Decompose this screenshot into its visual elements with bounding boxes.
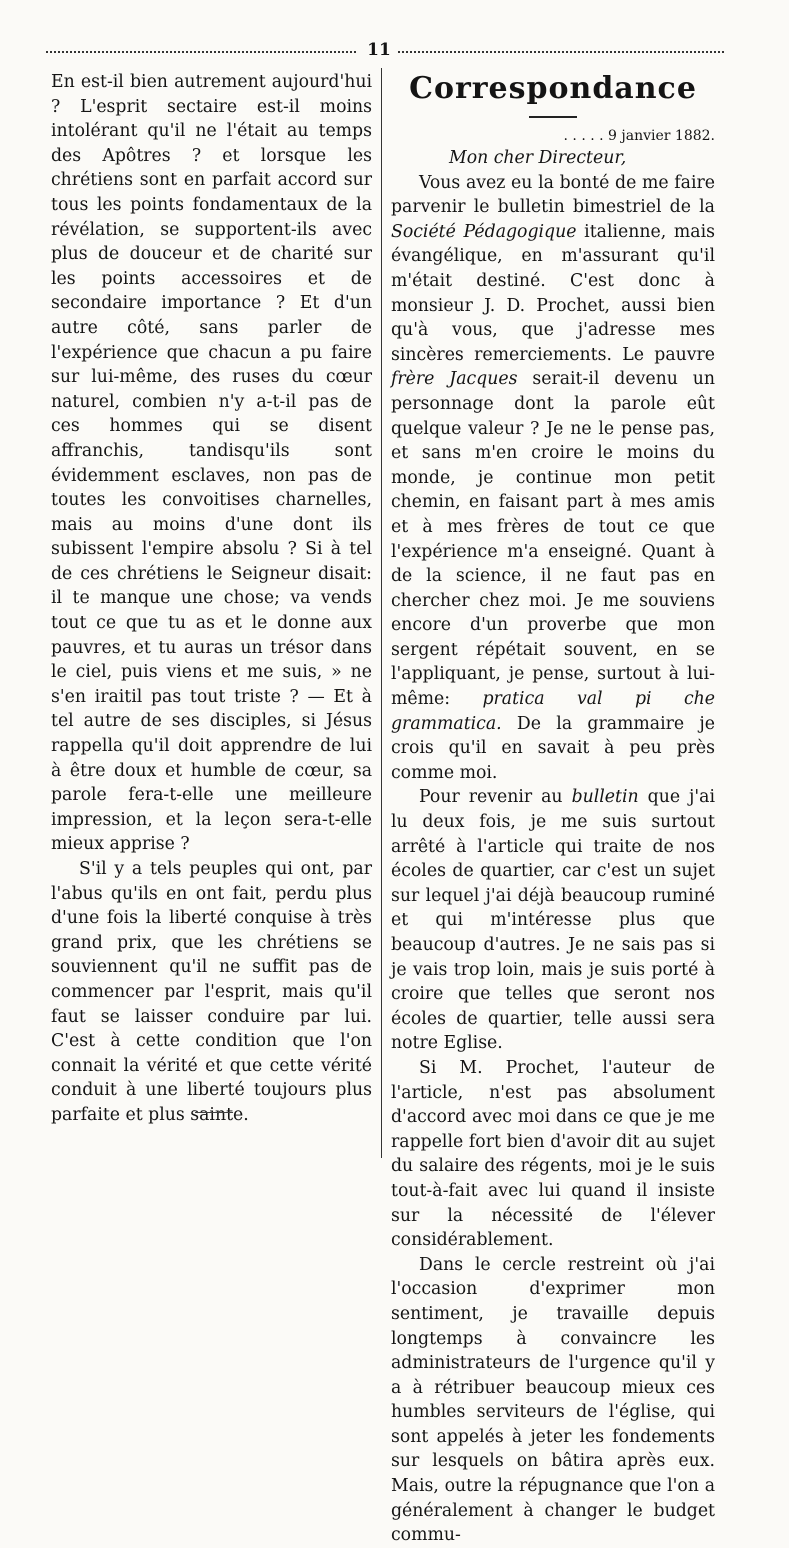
header-ornament-left bbox=[46, 51, 356, 53]
right-paragraph-2 bbox=[391, 785, 715, 1056]
p2-text-c: que j'ai lu deux fois, je me suis surtout arrêté à l'article qui traite de nos écoles de quartier, car c'est un sujet sur lequel j'ai déjà beaucoup ruminé et qui m'intéresse plus que beaucoup d'autres. Je ne sais pas si je vais trop loin, mais je suis porté à croire que telles que seront nos écoles de quartier, telle aussi sera notre Eglise. bbox=[391, 787, 715, 1054]
p1-text-g: De la grammaire je crois qu'il en savait à peu près comme moi. bbox=[391, 713, 715, 783]
p2-text-a: Pour revenir au bbox=[419, 787, 572, 808]
article-end-rule bbox=[195, 1112, 233, 1113]
right-paragraph-4: Dans le cercle restreint où j'ai l'occasion d'exprimer mon sentiment, je travaille depuis longtemps à convaincre les administrateurs de l'urgence qu'il y a à rétribuer beaucoup mieux ces humbles serviteurs de l'église, qui sont appelés à jeter les fondements sur lesquels on bâtira après eux. Mais, outre la répugnance que l'on a généralement à changer le budget commu- bbox=[391, 1254, 715, 1546]
section-title: Correspondance bbox=[409, 71, 697, 106]
dateline: . . . . . 9 janvier 1882. bbox=[563, 128, 715, 144]
p1-text-a: Vous avez eu la bonté de me faire parvenir le bulletin bimestriel de la bbox=[391, 172, 715, 218]
page-number: 11 bbox=[367, 40, 391, 60]
right-paragraph-1 bbox=[391, 171, 715, 786]
p1-frere-jacques: frère Jacques bbox=[391, 369, 518, 390]
header-ornament-right bbox=[398, 51, 724, 53]
salutation: Mon cher Directeur, bbox=[449, 148, 627, 168]
p2-bulletin: bulletin bbox=[571, 787, 639, 808]
p1-society-name: Société Pédagogique bbox=[391, 221, 577, 242]
left-paragraph-2: S'il y a tels peuples qui ont, par l'abus qu'ils en ont fait, perdu plus d'une fois la liberté conquise à très grand prix, que les chrétiens se souviennent qu'il ne suffit pas de commencer par l'esprit, mais qu'il faut se laisser conduire par lui. C'est à cette condition que l'on connait la vérité et que cette vérité conduit à une liberté toujours plus parfaite et plus sainte. bbox=[51, 859, 372, 1125]
p1-text-c: italienne, mais évangélique, en m'assurant qu'il m'était destiné. C'est donc à monsieur J. D. Prochet, aussi bien qu'à vous, que j'adresse mes sincères remerciements. Le pauvre bbox=[391, 221, 715, 365]
p1-text-e: serait-il devenu un personnage dont la parole eût quelque valeur ? Je ne le pense pas, et sans m'en croire le moins du monde, je continue mon petit chemin, en faisant part à mes amis et à mes frères de tout ce que l'expérience m'a enseigné. Quant à de la science, il ne faut pas en chercher chez moi. Je me souviens encore d'un proverbe que mon sergent répétait souvent, en se l'appliquant, je pense, surtout à lui-même: bbox=[391, 369, 715, 710]
page-header bbox=[46, 40, 724, 66]
left-paragraph-1: En est-il bien autrement aujourd'hui ? L'esprit sectaire est-il moins intolérant qu'il ne l'était au temps des Apôtres ? et lorsque les chrétiens sont en parfait accord sur tous les points fondamentaux de la révélation, se supportent-ils avec plus de douceur et de charité sur les points accessoires et de secondaire importance ? Et d'un autre côté, sans parler de l'expérience que chacun a pu faire sur lui-même, des ruses du cœur naturel, combien n'y a-t-il pas de ces hommes qui se disent affranchis, tandisqu'ils sont évidemment esclaves, non pas de toutes les convoitises charnelles, mais au moins d'une dont ils subissent l'empire absolu ? Si à tel de ces chrétiens le Seigneur disait: il te manque une chose; va vends tout ce que tu as et le donne aux pauvres, et tu auras un trésor dans le ciel, puis viens et me suis, » ne s'en iraitil pas tout triste ? — Et à tel autre de ses disciples, si Jésus rappella qu'il doit apprendre de lui à être doux et humble de cœur, sa parole fera-t-elle une meilleure impression, et la leçon sera-t-elle mieux apprise ? bbox=[51, 72, 372, 855]
right-column bbox=[391, 70, 715, 1548]
column-divider bbox=[381, 68, 382, 1158]
right-paragraph-3: Si M. Prochet, l'auteur de l'article, n'est pas absolument d'accord avec moi dans ce que je me rappelle fort bien d'avoir dit au sujet du salaire des régents, moi je le suis tout-à-fait avec lui quand il insiste sur la nécessité de l'élever considérablement. bbox=[391, 1057, 715, 1251]
p1-proverb: pratica val pi che grammatica. bbox=[391, 689, 715, 734]
left-column bbox=[51, 70, 372, 1128]
title-rule bbox=[529, 116, 577, 118]
